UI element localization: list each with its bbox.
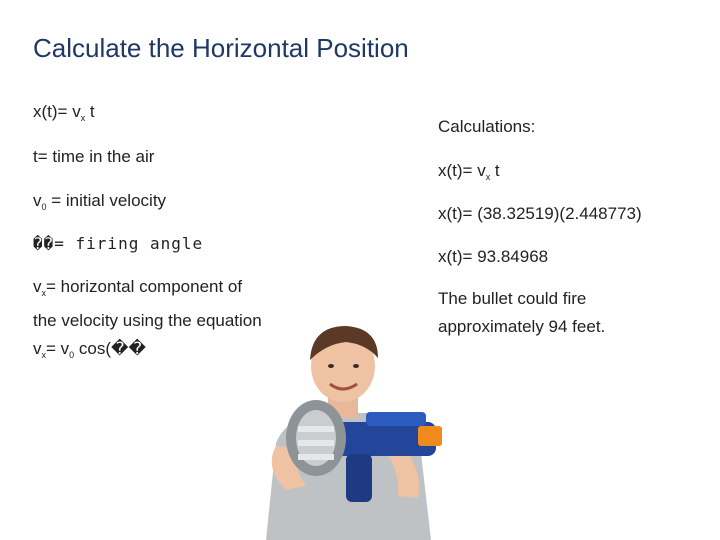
v0-subscript: 0 [41, 202, 47, 212]
calc-step-3: x(t)= 93.84968 [438, 247, 549, 266]
v0-text: v [33, 191, 42, 210]
eq-subscript: x [80, 113, 86, 123]
boy-with-blaster-image [246, 318, 446, 540]
vx-text-equals: = v [46, 339, 70, 358]
horizontal-component-definition [33, 273, 263, 369]
vx-text-cos: cos(�� [74, 339, 146, 358]
v0-subscript-2: 0 [69, 350, 75, 360]
calculations-heading: Calculations: [438, 117, 536, 136]
time-definition: t= time in the air [33, 147, 155, 166]
vx-subscript: x [41, 288, 46, 298]
calc1-text: x(t)= v [438, 161, 486, 180]
calc-step-1 [438, 157, 500, 191]
page-title: Calculate the Horizontal Position [33, 33, 409, 63]
initial-velocity-definition [33, 187, 166, 221]
firing-angle-definition: ��= firing angle [33, 234, 204, 253]
calc-step-2: x(t)= (38.32519)(2.448773) [438, 204, 642, 223]
eq-text-end: t [85, 102, 95, 121]
eq-text: x(t)= v [33, 102, 81, 121]
conclusion-text: The bullet could fire approximately 94 feet. [438, 289, 606, 336]
position-equation [33, 98, 95, 132]
vx-text: v [33, 277, 42, 296]
calc1-text-end: t [490, 161, 500, 180]
v0-text-end: = initial velocity [46, 191, 167, 210]
vx-text-body: = horizontal component of the velocity using the equation v [33, 277, 262, 358]
calc1-subscript: x [485, 172, 491, 182]
vx-subscript-2: x [41, 350, 46, 360]
